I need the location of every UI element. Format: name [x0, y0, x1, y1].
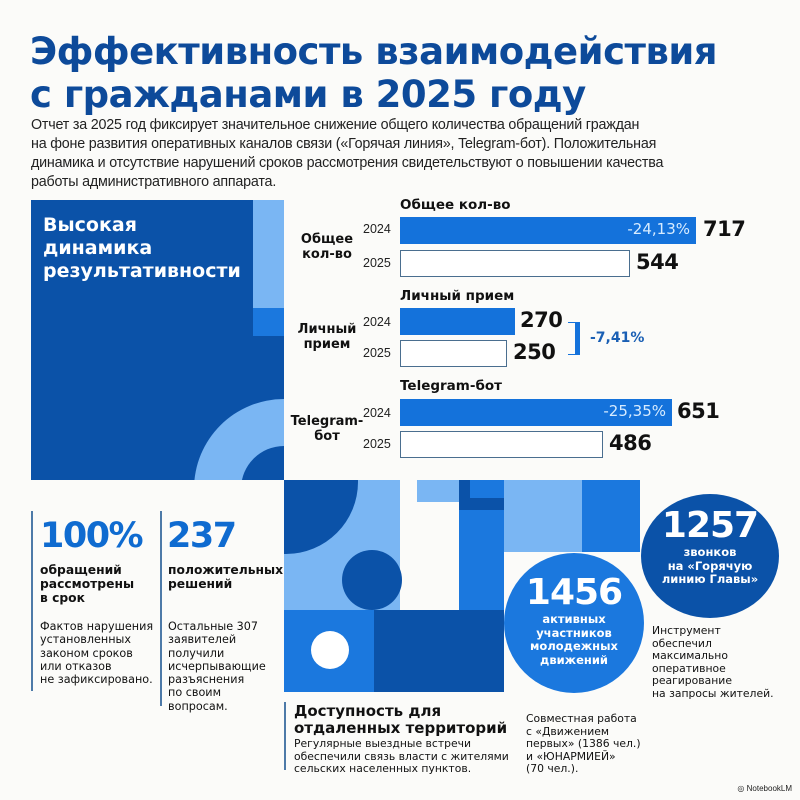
notebooklm-logo-icon: ◎ — [737, 784, 745, 793]
stat-hotline-value: 1257 — [661, 505, 759, 546]
decor-block — [374, 610, 504, 692]
stat-youth-note — [526, 713, 641, 776]
bar-value: 717 — [703, 217, 746, 241]
label-line: на «Горячую — [667, 558, 753, 573]
subtitle-line: работы административного аппарата. — [31, 174, 277, 190]
hero-title-line: Высокая — [43, 214, 137, 236]
note-line: не зафиксировано. — [40, 673, 153, 687]
stat-positive-value: 237 — [167, 516, 236, 556]
chart-group-title: Telegram-бот — [400, 378, 502, 394]
hero-title-line: динамика — [43, 237, 153, 259]
note-line: первых» (1386 чел.) — [526, 737, 641, 750]
decor-circle — [311, 631, 349, 669]
stat-youth-value: 1456 — [525, 572, 623, 613]
chart-row-label — [296, 322, 358, 352]
year-label: 2025 — [363, 256, 391, 270]
change-bracket — [568, 322, 580, 355]
note-line: по своим — [168, 686, 222, 700]
decor-block — [417, 480, 459, 502]
stat-youth-label — [504, 613, 644, 667]
label-line: в срок — [40, 591, 85, 605]
label-line: участников — [536, 625, 612, 640]
decor-circle — [342, 550, 402, 610]
access-title — [294, 703, 507, 737]
row-label-line: Личный — [297, 322, 357, 337]
page-title-line-1: Эффективность взаимодействия — [30, 30, 718, 73]
note-line: максимально — [652, 649, 728, 662]
row-label-line: кол-во — [302, 247, 352, 262]
text-line: Регулярные выездные встречи — [294, 737, 471, 750]
divider-line — [31, 511, 33, 691]
stat-hotline-note — [652, 625, 774, 700]
note-line: установленных — [40, 633, 132, 647]
bar-value: 544 — [636, 250, 679, 274]
text-line: обеспечили связь власти с жителями — [294, 749, 509, 763]
bar-2024-telegram — [400, 399, 672, 426]
stat-youth-bubble — [504, 553, 644, 693]
label-line: линию Главы» — [661, 572, 759, 586]
note-line: с «Движением — [526, 724, 610, 738]
row-label-line: прием — [303, 337, 351, 352]
chart-row-label — [290, 414, 364, 444]
subtitle-line: Отчет за 2025 год фиксирует значительное снижение общего количества обращений граждан — [31, 117, 640, 133]
text-line: сельских населенных пунктов. — [294, 762, 472, 775]
stat-hotline-bubble — [641, 494, 779, 618]
stat-positive-label — [168, 563, 283, 591]
note-line: оперативное — [652, 661, 726, 675]
stat-ontime-value: 100% — [40, 516, 143, 556]
change-percent: -25,35% — [603, 402, 666, 420]
bar-value: 651 — [677, 399, 720, 423]
row-label-line: Общее — [300, 232, 354, 247]
bar-value: 270 — [520, 308, 563, 332]
stat-ontime-label — [40, 563, 134, 605]
bar-2024-personal — [400, 308, 515, 335]
divider-line — [284, 702, 286, 770]
bar-value: 486 — [609, 431, 652, 455]
decor-block — [470, 480, 504, 498]
label-line: молодежных — [530, 639, 618, 653]
label-line: движений — [540, 652, 608, 667]
year-label: 2024 — [363, 406, 391, 420]
label-line: звонков — [683, 545, 737, 559]
stat-hotline-label — [641, 546, 779, 587]
subtitle-line: динамика и отсутствие нарушений сроков рассмотрения свидетельствуют о повышении качества — [31, 155, 664, 171]
decor-strip-mid — [253, 308, 284, 336]
note-line: реагирование — [652, 674, 732, 687]
hero-panel — [31, 200, 284, 480]
bar-2024-total — [400, 217, 696, 244]
decor-block — [504, 480, 582, 552]
label-line: решений — [168, 577, 233, 591]
chart-group-title: Личный прием — [400, 288, 515, 304]
bar-2025-total — [400, 250, 630, 277]
page-title — [30, 30, 790, 116]
title-line: Доступность для — [294, 702, 442, 720]
hero-title-line: результативности — [43, 260, 241, 282]
divider-line — [160, 511, 162, 706]
label-line: рассмотрены — [40, 577, 135, 591]
note-line: заявителей — [168, 633, 237, 647]
note-line: Фактов нарушения — [40, 620, 154, 633]
year-label: 2025 — [363, 346, 391, 360]
year-label: 2025 — [363, 437, 391, 451]
note-line: (70 чел.). — [526, 762, 579, 775]
row-label-line: Telegram- — [290, 414, 364, 429]
note-line: Остальные 307 — [168, 620, 259, 633]
change-percent: -7,41% — [590, 330, 645, 346]
year-label: 2024 — [363, 222, 391, 236]
label-line: активных — [542, 612, 606, 626]
row-label-line: бот — [314, 429, 340, 444]
note-line: и «ЮНАРМИЕЙ» — [526, 749, 616, 763]
brand-text: NotebookLM — [746, 784, 792, 793]
note-line: разъяснения — [168, 673, 245, 687]
note-line: на запросы жителей. — [652, 686, 774, 700]
bar-2025-telegram — [400, 431, 603, 458]
decor-strip-light — [253, 200, 284, 308]
stat-ontime-note — [40, 620, 153, 686]
label-line: положительных — [168, 563, 284, 577]
change-percent: -24,13% — [627, 220, 690, 238]
bar-value: 250 — [513, 340, 556, 364]
title-line: отдаленных территорий — [294, 719, 508, 737]
hero-title — [43, 214, 241, 283]
page-subtitle — [31, 116, 776, 192]
subtitle-line: на фоне развития оперативных каналов связи («Горячая линия», Telegram-бот). Положительная — [31, 136, 657, 152]
note-line: получили — [168, 646, 225, 660]
decor-block — [582, 480, 640, 552]
note-line: или отказов — [40, 659, 112, 673]
label-line: обращений — [40, 563, 122, 577]
note-line: вопросам. — [168, 699, 228, 713]
brand-watermark — [737, 784, 792, 793]
page-title-line-2: с гражданами в 2025 году — [30, 73, 586, 116]
note-line: законом сроков — [40, 646, 133, 660]
note-line: Совместная работа — [526, 712, 637, 725]
stat-positive-note — [168, 620, 266, 713]
note-line: Инструмент — [652, 624, 721, 637]
bar-2025-personal — [400, 340, 507, 367]
chart-group-title: Общее кол-во — [400, 197, 511, 213]
chart-row-label — [298, 232, 356, 262]
note-line: исчерпывающие — [168, 659, 266, 673]
access-text — [294, 738, 509, 776]
note-line: обеспечил — [652, 636, 712, 650]
year-label: 2024 — [363, 315, 391, 329]
